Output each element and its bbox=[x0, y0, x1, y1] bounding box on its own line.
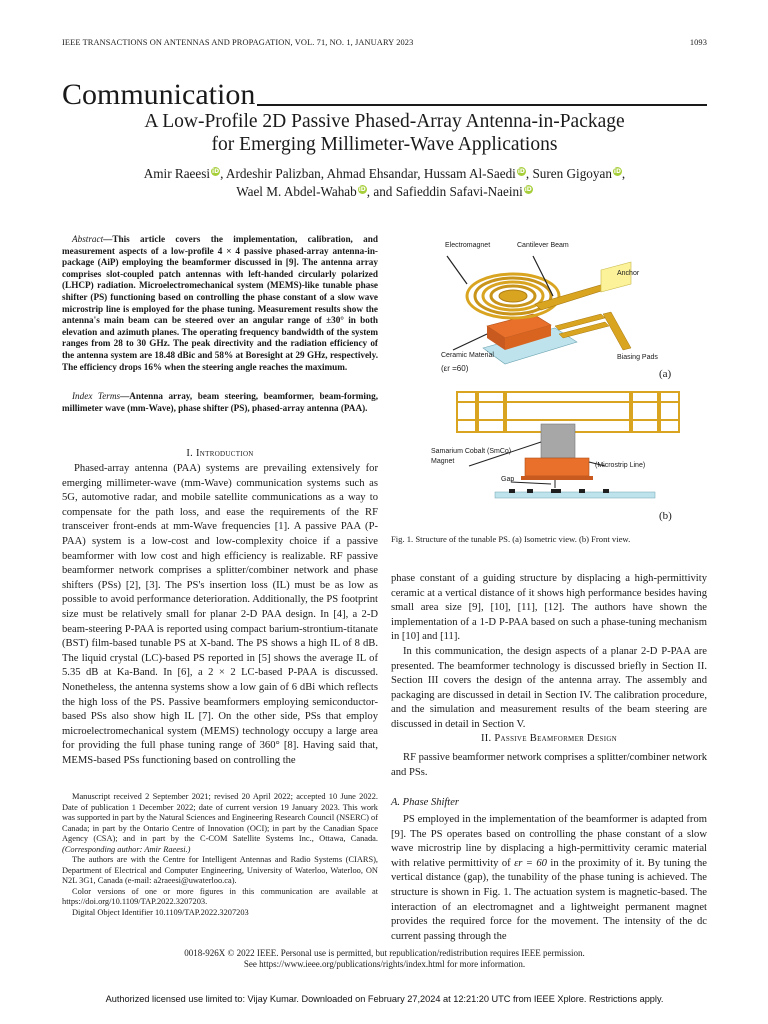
abstract-text: —This article covers the implementation, calibration, and measurement aspects of a low-profile 4 × 4 passive phased-array antenna-in-package (AiP) employing the beamformer discussed in [9]. The antenna array comprises slot-coupled patch antennas with left-handed circularly polarized (LHCP) radiation. Microelectromechanical system (MEMS)-like tunable phase shifter (PS) functioning based on controlling the phase constant of a slow wave microstrip line is employed for the phase tuning. Measurement results show the antenna's main beam can be steered over an angular range of ±30° in both elevation and azimuth planes. The operating frequency bandwidth of the system ranges from 28 to 30 GHz. The peak directivity and the radiation efficiency of the antenna system are 18.48 dBic and 58% at Boresight at 29 GHz, respectively. The efficiency drops 16% when the steering angle reaches the maximum. bbox=[62, 234, 378, 372]
index-terms-lead: Index Terms bbox=[72, 391, 121, 401]
section-heading-introduction bbox=[62, 448, 378, 459]
author-separator: , bbox=[621, 166, 626, 181]
microstrip-segment bbox=[551, 489, 561, 493]
introduction-body bbox=[62, 462, 378, 784]
label-magnet: Magnet bbox=[431, 458, 455, 465]
label-cantilever-beam: Cantilever Beam bbox=[517, 242, 569, 249]
title-line-1: A Low-Profile 2D Passive Phased-Array Antenna-in-Package bbox=[144, 111, 625, 132]
subsection-heading-phase-shifter: A. Phase Shifter bbox=[391, 797, 459, 808]
ceramic-base bbox=[521, 476, 593, 480]
author-name: Wael M. Abdel-Wahab bbox=[236, 184, 357, 199]
section-number: I. bbox=[186, 448, 196, 459]
ceramic-front bbox=[525, 458, 589, 476]
page-number: 1093 bbox=[689, 38, 707, 47]
paragraph: Phased-array antenna (PAA) systems are prevailing extensively for emerging millimeter-wave (mm-Wave) communication systems such as 5G, automotive radar, and mobile satellite communications as a way to compensate for the path loss, and ease the requirements of the RF transceiver front-ends at mm-Wave frequencies [1]. A passive PAA (P-PAA) system is a low-cost and low-complexity choice if a passive beamformer with low cost and high efficiency is realizable. RF passive beamformer network comprises a splitter/combiner network and phase shifters (PSs) [2], [3]. The PS's insertion loss (IL) must be as low as possible to avoid performance deterioration. Additionally, the PS footprint size must be relatively small for planar 2-D PAA design. In [4], a 2-D beam-steering P-PAA is reported using compact barium-strontium-titanate (BST) film-based tunable PS at X-band. The PS shows a high IL of 8 dB. The liquid crystal (LC)-based PS reported in [5] shows the average IL of 5.35 dB at Ka-Band. In [6], a 2 × 2 LC-based P-PAA is discussed. Nonetheless, the antenna systems show a low gain of 6 dBi which reflects the high loss of the PS. Passive beamformers employing semiconductor-based PSs also show high IL [7]. On the other side, PSs that employ microelectromechanical system (MEMS) technology occupy a large area for providing the full phase tuning range of 360° [8]. Having said that, MEMS-based PSs functioning based on controlling the bbox=[62, 463, 378, 766]
author-name: , and Safieddin Safavi-Naeini bbox=[366, 184, 523, 199]
footnote-affiliation: The authors are with the Centre for Intelligent Antennas and Radio Systems (CIARS), Department of Electrical and Computer Engineering, University of Waterloo, Waterloo, ON N2L 3G1, Canada (e-mail: a2raeesi@uwaterloo.ca). bbox=[62, 855, 378, 885]
coil-post bbox=[657, 392, 661, 432]
paragraph: RF passive beamformer network comprises a splitter/combiner network and PSs. bbox=[391, 752, 707, 778]
microstrip-segment bbox=[579, 489, 585, 493]
footnote-color: Color versions of one or more figures in this communication are available at https://doi.org/10.1109/TAP.2022.3207203. bbox=[62, 886, 378, 906]
coil-post bbox=[629, 392, 633, 432]
section-title: Introduction bbox=[196, 448, 254, 459]
section-type-header bbox=[62, 70, 707, 110]
paragraph-text: PS employed in the implementation of the beamformer is adapted from [9]. The PS operates based on controlling the phase constant of a slow wave microstrip line by displacing a high-permittivity ceramic material with relative permittivity of bbox=[391, 814, 707, 869]
label-anchor: Anchor bbox=[617, 270, 640, 277]
paragraph: phase constant of a guiding structure by displacing a high-permittivity ceramic at a vertical distance of it shows high performance besides having small area size [9], [10], [11], [12]. The authors have shown the implementation of a 1-D P-PAA based on such a phase-tuning mechanism in [10] and [11]. bbox=[391, 573, 707, 643]
coil-core bbox=[499, 290, 527, 302]
index-terms bbox=[62, 391, 378, 414]
right-column-body bbox=[391, 572, 707, 733]
smco-magnet bbox=[541, 424, 575, 458]
orcid-icon[interactable]: iD bbox=[517, 168, 525, 175]
orcid-icon[interactable]: iD bbox=[613, 168, 621, 175]
copyright-line-1: 0018-926X © 2022 IEEE. Personal use is permitted, but republication/redistribution requires IEEE permission. bbox=[184, 948, 585, 958]
header-rule bbox=[257, 104, 707, 106]
figure-1 bbox=[405, 230, 695, 526]
author-name: , Ardeshir Palizban, Ahmad Ehsandar, Hussam Al-Saedi bbox=[220, 166, 516, 181]
download-notice: Authorized licensed use limited to: Vijay Kumar. Downloaded on February 27,2024 at 12:21:20 UTC from IEEE Xplore. Restrictions apply. bbox=[105, 994, 664, 1004]
copyright-notice bbox=[62, 948, 707, 970]
author-name: , Suren Gigoyan bbox=[525, 166, 612, 181]
label-electromagnet: Electromagnet bbox=[445, 242, 491, 249]
author-name: Amir Raeesi bbox=[143, 166, 211, 181]
abstract-lead: Abstract bbox=[72, 234, 104, 244]
label-samarium-cobalt: Samarium Cobalt (SmCo) bbox=[431, 448, 512, 455]
epsilon-expression: εr = 60 bbox=[514, 857, 547, 869]
section-number: II. bbox=[480, 733, 495, 744]
running-head bbox=[62, 38, 707, 50]
label-microstrip-line: (Microstrip Line) bbox=[595, 462, 646, 469]
corresponding-author: (Corresponding author: Amir Raeesi.) bbox=[62, 844, 191, 854]
paper-title bbox=[62, 110, 707, 156]
footnote-text: Manuscript received 2 September 2021; revised 20 April 2022; accepted 10 June 2022. Date of publication 1 December 2022; date of current version 19 January 2023. This work was supported in part by the Natural Sciences and Engineering Research Council (NSERC) of Canada; in part by the Ontario Centre of Innovation (OCI); in part by the Canadian Space Agency (CSA); and in part by the C-COM Satellite Systems Inc., Ottawa, Canada. bbox=[62, 792, 378, 843]
orcid-icon[interactable]: iD bbox=[212, 168, 220, 175]
label-biasing-pads: Biasing Pads bbox=[617, 354, 658, 361]
title-line-2: for Emerging Millimeter-Wave Applications bbox=[211, 134, 558, 155]
author-list bbox=[62, 165, 707, 201]
coil-post bbox=[503, 392, 507, 432]
substrate-front bbox=[495, 492, 655, 498]
phase-shifter-body bbox=[391, 813, 707, 943]
journal-name: IEEE TRANSACTIONS ON ANTENNAS AND PROPAGATION, VOL. 71, NO. 1, JANUARY 2023 bbox=[62, 38, 414, 47]
section-heading-passive-beamformer bbox=[391, 733, 707, 744]
pointer-arrow bbox=[511, 482, 551, 484]
paragraph: In this communication, the design aspects of a planar 2-D P-PAA are presented. The beamformer technology is discussed briefly in Section II. Section III covers the design of the antenna array. The assembly and packaging are discussed in detail in Section IV. The calibration procedure, and the simulation and measurement results of the beam steering are discussed in detail in Section V. bbox=[391, 645, 707, 730]
section-2-body bbox=[391, 751, 707, 780]
label-epsilon: (εr =60) bbox=[441, 364, 469, 373]
coil-post bbox=[475, 392, 479, 432]
figure-caption: Fig. 1. Structure of the tunable PS. (a) Isometric view. (b) Front view. bbox=[391, 534, 631, 544]
microstrip-segment bbox=[603, 489, 609, 493]
paragraph bbox=[391, 813, 707, 943]
microstrip-segment bbox=[527, 489, 533, 493]
paragraph-text: in the proximity of it. By tuning the vertical distance (gap), the tunability of the phase tuning is achieved. The structure is shown in Fig. 1. The actuation system is magnetic-based. The interaction of an electromagnet and a lightweight permanent magnet provides the required force for the movement. The intensity of the dc current passing through the bbox=[391, 857, 707, 942]
footnote-manuscript bbox=[62, 792, 378, 855]
orcid-icon[interactable]: iD bbox=[358, 186, 366, 193]
microstrip-segment bbox=[509, 489, 515, 493]
section-title: Passive Beamformer Design bbox=[494, 733, 618, 744]
section-type-label: Communication bbox=[62, 78, 256, 111]
index-terms-text: —Antenna array, beam steering, beamformer, beam-forming, millimeter wave (mm-Wave), phase shifter (PS), phased-array antenna (PAA). bbox=[62, 391, 378, 413]
footnotes bbox=[62, 792, 378, 918]
subfigure-label-a: (a) bbox=[659, 368, 672, 380]
label-gap: Gap bbox=[501, 476, 515, 483]
subfigure-label-b: (b) bbox=[659, 510, 672, 522]
footnote-doi: Digital Object Identifier 10.1109/TAP.2022.3207203 bbox=[72, 907, 249, 917]
abstract bbox=[62, 234, 378, 373]
figure-1-drawing bbox=[405, 230, 695, 526]
orcid-icon[interactable]: iD bbox=[524, 186, 532, 193]
label-ceramic-material: Ceramic Material bbox=[441, 352, 494, 359]
copyright-line-2[interactable]: See https://www.ieee.org/publications/rights/index.html for more information. bbox=[243, 959, 526, 969]
